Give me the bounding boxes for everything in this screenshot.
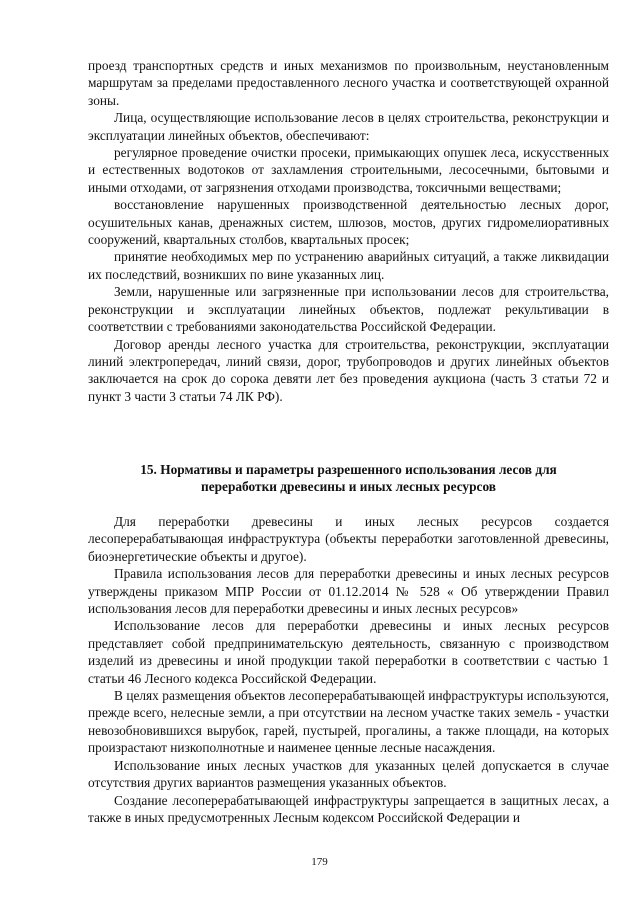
paragraph: Использование лесов для переработки древесины и иных лесных ресурсов представляет собой предпринимательскую деятельность, связанную с производством изделий из древесины и иной продукции такой переработки в соответствии с частью 1 статьи 46 Лесного кодекса Российской Федерации. <box>88 618 609 686</box>
paragraph: Для переработки древесины и иных лесных ресурсов создается лесоперерабатывающая инфраструктура (объекты переработки заготовленной древесины, биоэнергетические объекты и другое). <box>88 514 609 564</box>
paragraph: В целях размещения объектов лесоперерабатывающей инфраструктуры используются, прежде всего, нелесные земли, а при отсутствии на лесном участке таких земель - участки невозобновившихся вырубок, гарей, пустырей, прогалины, а также площади, на которых произрастают низкополнотные и наименее ценные лесные насаждения. <box>88 688 609 756</box>
paragraph: регулярное проведение очистки просеки, примыкающих опушек леса, искусственных и естественных водотоков от захламления строительными, лесосечными, бытовыми и иными отходами, от загрязнения отходами производства, токсичными веществами; <box>88 145 609 195</box>
section-heading-block <box>88 461 609 496</box>
paragraph: Использование иных лесных участков для указанных целей допускается в случае отсутствия других вариантов размещения указанных объектов. <box>88 757 609 791</box>
page-number: 179 <box>311 856 328 868</box>
paragraph: Договор аренды лесного участка для строительства, реконструкции, эксплуатации линий электропередач, линий связи, дорог, трубопроводов и других линейных объектов заключается на срок до сорока девяти лет без проведения аукциона (часть 3 статьи 72 и пункт 3 части 3 статьи 74 ЛК РФ). <box>88 336 609 404</box>
paragraph: проезд транспортных средств и иных механизмов по произвольным, неустановленным маршрутам за пределами предоставленного лесного участка и соответствующей охранной зоны. <box>88 58 609 108</box>
paragraph: Правила использования лесов для переработки древесины и иных лесных ресурсов утверждены приказом МПР России от 01.12.2014 № 528 « Об утверждении Правил использования лесов для переработки древесины и иных лесных ресурсов» <box>88 566 609 617</box>
paragraph: Земли, нарушенные или загрязненные при использовании лесов для строительства, реконструкции и эксплуатации линейных объектов, подлежат рекультивации в соответствии с требованиями законодательства Российской Федерации. <box>88 284 609 335</box>
body-text-bottom <box>88 513 609 826</box>
body-text-top <box>88 57 609 405</box>
paragraph: восстановление нарушенных производственной деятельностью лесных дорог, осушительных канав, дренажных систем, шлюзов, мостов, других гидромелиоративных сооружений, квартальных столбов, квартальных просек; <box>88 197 609 248</box>
section-heading: 15. Нормативы и параметры разрешенного использования лесов для переработки древесины и иных лесных ресурсов <box>140 462 557 495</box>
paragraph: Лица, осуществляющие использование лесов в целях строительства, реконструкции и эксплуатации линейных объектов, обеспечивают: <box>88 110 609 143</box>
paragraph: принятие необходимых мер по устранению аварийных ситуаций, а также ликвидации их последствий, возникших по вине указанных лиц. <box>88 249 609 282</box>
paragraph: Создание лесоперерабатывающей инфраструктуры запрещается в защитных лесах, а также в иных предусмотренных Лесным кодексом Российской Федерации и <box>88 792 609 825</box>
